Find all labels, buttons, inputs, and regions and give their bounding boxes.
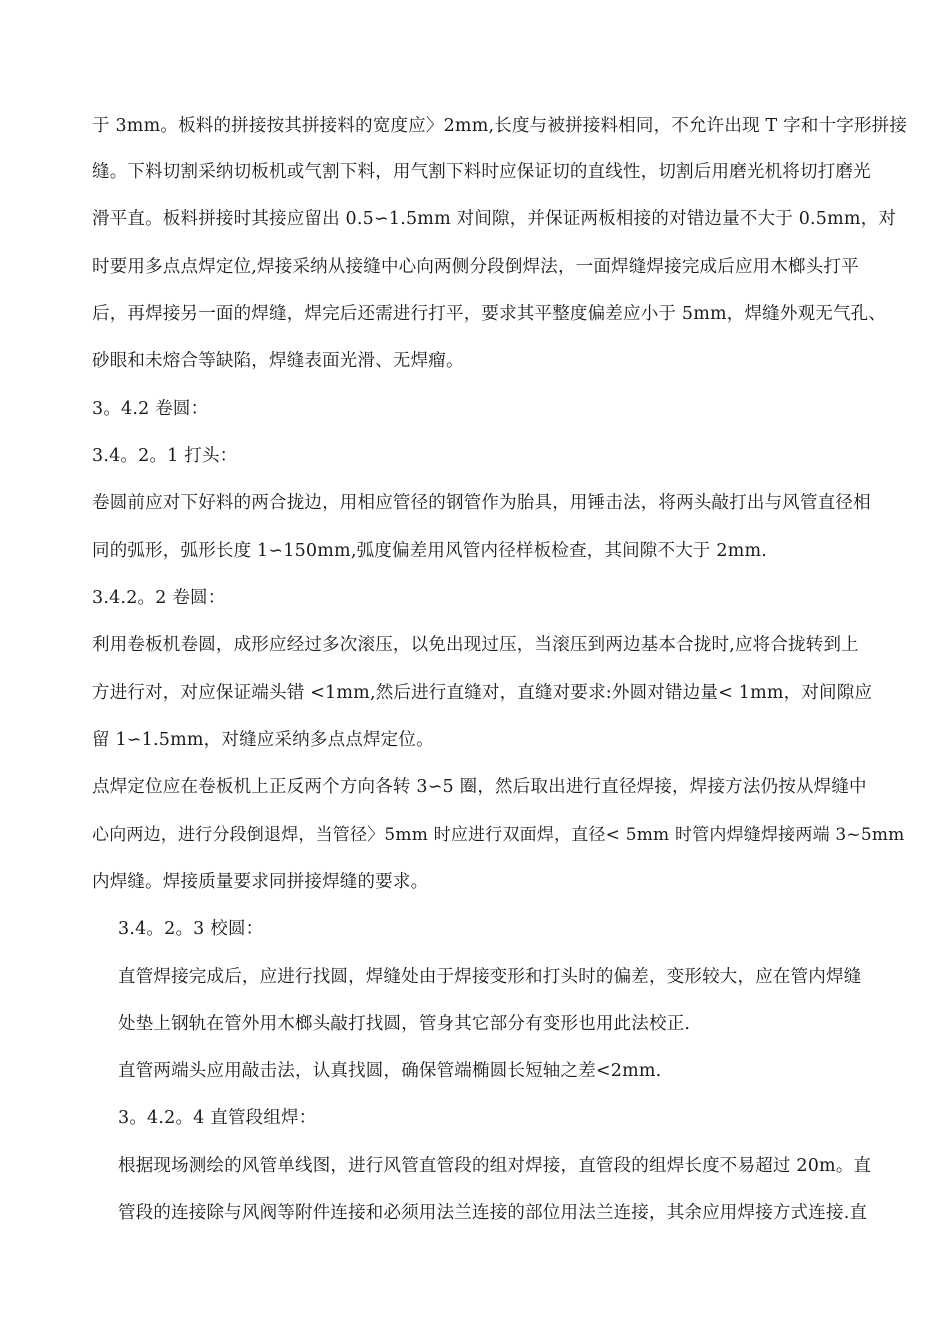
text-line: 滑平直。板料拼接时其接应留出 0.5∽1.5mm 对间隙，并保证两板相接的对错边量不大于 0.5mm，对 <box>92 209 897 229</box>
text-line: 砂眼和未熔合等缺陷，焊缝表面光滑、无焊瘤。 <box>92 351 464 371</box>
text-line: 内焊缝。焊接质量要求同拼接焊缝的要求。 <box>92 872 429 892</box>
text-line: 后，再焊接另一面的焊缝，焊完后还需进行打平，要求其平整度偏差应小于 5mm，焊缝外观无气孔、 <box>92 304 887 324</box>
text-line: 处垫上钢轨在管外用木榔头敲打找圆，管身其它部分有变形也用此法校正. <box>118 1014 691 1034</box>
text-line: 于 3mm。板料的拼接按其拼接料的宽度应〉2mm,长度与被拼接料相同，不允许出现 T 字和十字形拼接 <box>92 116 908 136</box>
text-line: 直管两端头应用敲击法，认真找圆，确保管端椭圆长短轴之差<2mm. <box>118 1061 662 1081</box>
text-line: 直管焊接完成后，应进行找圆，焊缝处由于焊接变形和打头时的偏差，变形较大，应在管内焊缝 <box>118 967 862 987</box>
text-line: 方进行对，对应保证端头错 <1mm,然后进行直缝对，直缝对要求:外圆对错边量< 1mm，对间隙应 <box>92 683 873 703</box>
section-heading: 3.4.2。2 卷圆： <box>92 588 226 608</box>
text-line: 缝。下料切割采纳切板机或气割下料，用气割下料时应保证切的直线性，切割后用磨光机将切打磨光 <box>92 162 871 182</box>
section-heading: 3.4。2。3 校圆： <box>118 919 264 939</box>
text-line: 管段的连接除与风阀等附件连接和必须用法兰连接的部位用法兰连接，其余应用焊接方式连接.直 <box>118 1203 868 1223</box>
text-line: 点焊定位应在卷板机上正反两个方向各转 3∽5 圈，然后取出进行直径焊接，焊接方法仍按从焊缝中 <box>92 777 867 797</box>
section-heading: 3。4.2。4 直管段组焊： <box>118 1108 317 1128</box>
section-heading: 3.4。2。1 打头： <box>92 446 238 466</box>
text-line: 卷圆前应对下好料的两合拢边，用相应管径的钢管作为胎具，用锤击法，将两头敲打出与风管直径相 <box>92 493 871 513</box>
text-line: 同的弧形，弧形长度 1∽150mm,弧度偏差用风管内径样板检查，其间隙不大于 2mm. <box>92 541 768 561</box>
text-line: 利用卷板机卷圆，成形应经过多次滚压，以免出现过压，当滚压到两边基本合拢时,应将合拢转到上 <box>92 635 859 655</box>
text-line: 留 1∽1.5mm，对缝应采纳多点点焊定位。 <box>92 730 434 750</box>
section-heading: 3。4.2 卷圆： <box>92 399 209 419</box>
text-line: 根据现场测绘的风管单线图，进行风管直管段的组对焊接，直管段的组焊长度不易超过 20m。直 <box>118 1156 872 1176</box>
text-line: 心向两边，进行分段倒退焊，当管径〉5mm 时应进行双面焊，直径< 5mm 时管内焊缝焊接两端 3~5mm <box>92 825 905 845</box>
text-line: 时要用多点点焊定位,焊接采纳从接缝中心向两侧分段倒焊法，一面焊缝焊接完成后应用木榔头打平 <box>92 257 859 277</box>
